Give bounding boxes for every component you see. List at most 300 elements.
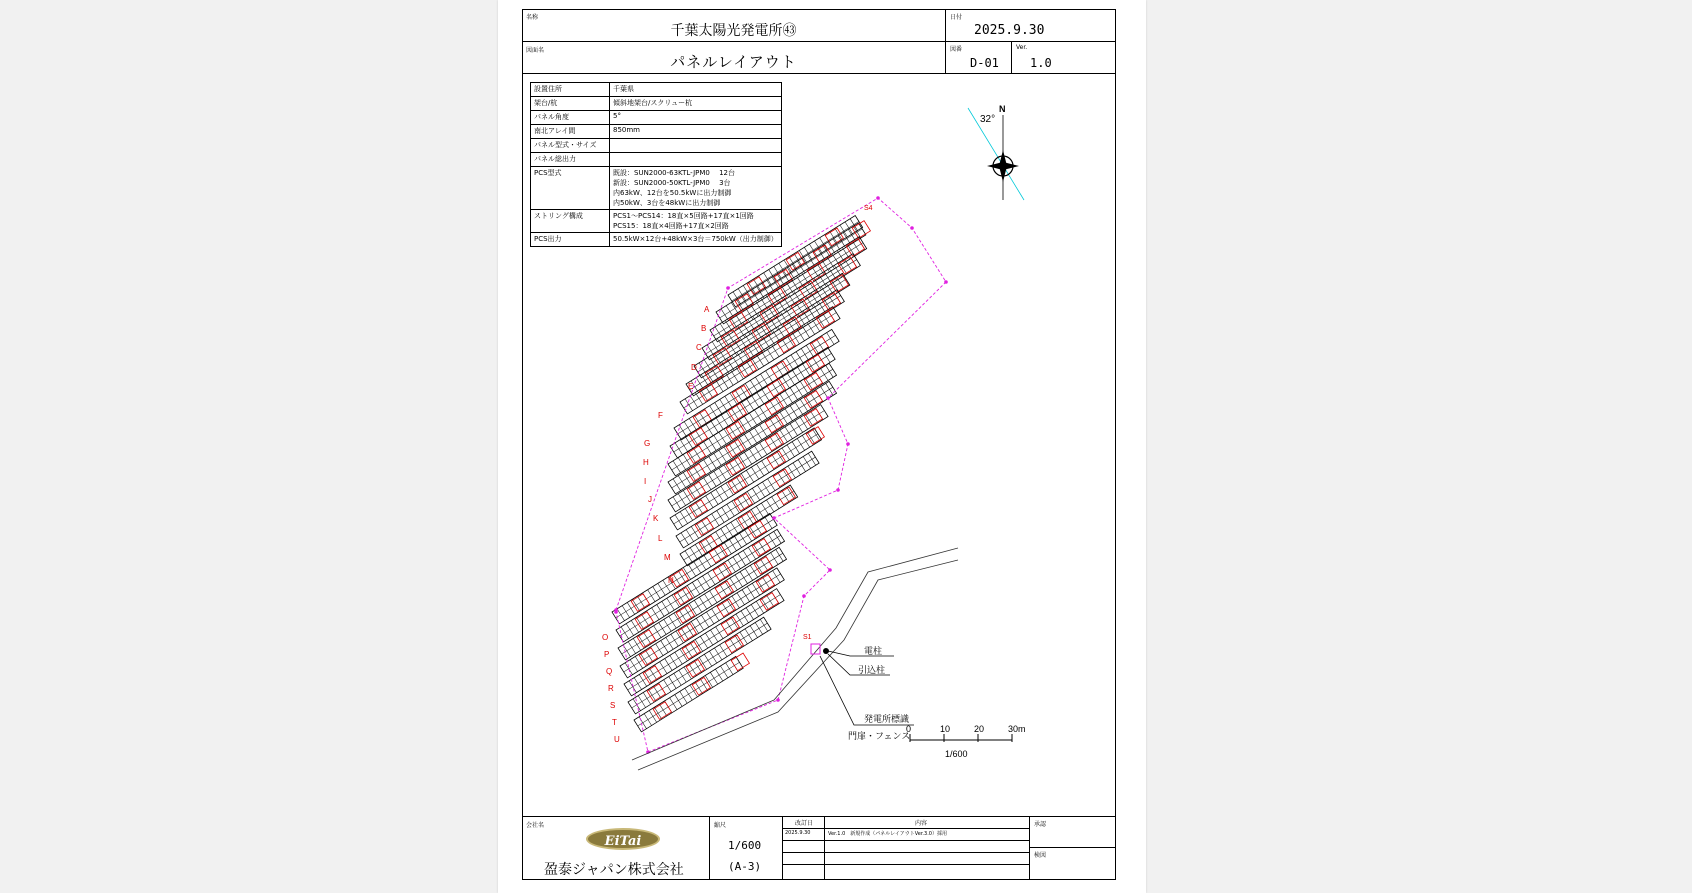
panel-divider xyxy=(715,669,722,681)
spec-key: 設置住所 xyxy=(531,83,610,97)
panel-divider xyxy=(782,490,789,502)
panel-divider xyxy=(700,679,707,691)
scale-tick-label: 20 xyxy=(974,724,985,734)
scale-bar xyxy=(906,724,1026,759)
panel-divider xyxy=(704,460,711,472)
panel-divider xyxy=(686,625,693,637)
panel-divider xyxy=(752,488,759,500)
panel-divider xyxy=(695,544,702,556)
panel-divider xyxy=(754,523,761,535)
panel-divider xyxy=(664,619,671,631)
string-marker xyxy=(731,653,749,671)
row-label-text: K xyxy=(653,514,659,523)
panel-divider xyxy=(701,520,708,532)
row-label-text: Q xyxy=(606,667,613,676)
panel-divider xyxy=(705,538,712,550)
spec-value-line: 内50kW、3台を48kWに出力制御 xyxy=(613,199,721,207)
rev-date-col xyxy=(783,816,825,880)
panel-divider xyxy=(746,608,753,620)
drawing-no: D-01 xyxy=(970,56,999,70)
panel-divider xyxy=(787,445,794,457)
panel-divider xyxy=(806,296,813,308)
panel-divider xyxy=(778,472,785,484)
scale-tick-label: 0 xyxy=(906,724,912,734)
panel-divider xyxy=(670,698,677,710)
panel-divider xyxy=(694,661,701,673)
spec-key: パネル総出力 xyxy=(531,153,610,167)
panel-divider xyxy=(727,504,734,516)
version-label: Ver. xyxy=(1016,44,1028,51)
spec-key: ストリング構成 xyxy=(531,210,610,233)
panel-divider xyxy=(748,547,755,559)
rev-date: 2025.9.30 xyxy=(785,830,811,836)
spec-value-line: PCS15：18直×4回路+17直×2回路 xyxy=(613,222,729,230)
panel-divider xyxy=(728,560,735,572)
panel-divider xyxy=(731,522,738,534)
panel-divider xyxy=(737,593,744,605)
paper-size: (A-3) xyxy=(728,860,762,873)
panel-divider xyxy=(699,597,706,609)
panel-divider xyxy=(751,467,758,479)
panel-divider xyxy=(674,673,681,685)
panel-divider xyxy=(720,584,727,596)
panel-divider xyxy=(699,412,706,424)
panel-divider xyxy=(852,241,859,253)
spec-value-line: 50.5kW×12台+48kW×3台＝750kW（出力制御） xyxy=(613,235,778,243)
panel-divider xyxy=(721,377,728,389)
panel-divider xyxy=(695,682,702,694)
panel-arrays xyxy=(612,216,871,732)
plant-name: 千葉太陽光発電所㊸ xyxy=(670,23,797,39)
panel-divider xyxy=(812,266,819,278)
panel-divider xyxy=(791,355,798,367)
boundary-post xyxy=(802,594,806,598)
panel-divider xyxy=(675,652,682,664)
row-label-text: B xyxy=(701,324,707,333)
panel-divider xyxy=(761,374,768,386)
row-label-text: G xyxy=(644,439,651,448)
panel-divider xyxy=(826,383,833,395)
panel-divider xyxy=(783,297,790,309)
panel-divider xyxy=(796,352,803,364)
panel-divider xyxy=(709,651,716,663)
panel-divider xyxy=(778,300,785,312)
panel-divider xyxy=(766,595,773,607)
panel-divider xyxy=(726,373,733,385)
panel-divider xyxy=(736,477,743,489)
panel-divider xyxy=(617,609,624,621)
spec-value-line: 新設：SUN2000-50KTL-JPM0 3台 xyxy=(613,179,731,187)
panel-divider xyxy=(701,615,708,627)
panel-divider xyxy=(697,579,704,591)
panel-divider xyxy=(785,409,792,421)
panel-divider xyxy=(744,452,751,464)
panel-divider xyxy=(708,573,715,585)
panel-divider xyxy=(771,553,778,565)
panel-divider xyxy=(670,655,677,667)
panel-divider xyxy=(665,659,672,671)
panel-divider xyxy=(693,484,700,496)
panel-divider xyxy=(755,377,762,389)
panel-divider xyxy=(707,612,714,624)
panel-layout-drawing xyxy=(498,0,1146,893)
panel-divider xyxy=(782,376,789,388)
panel-divider xyxy=(711,493,718,505)
panel-divider xyxy=(705,594,712,606)
logo-text: EiTai xyxy=(604,834,642,849)
panel-divider xyxy=(795,421,802,433)
panel-divider xyxy=(666,637,673,649)
panel-divider xyxy=(760,325,767,337)
panel-divider xyxy=(683,472,690,484)
panel-divider xyxy=(652,608,659,620)
panel-divider xyxy=(770,436,777,448)
panel-divider xyxy=(740,387,747,399)
panel-row-midline xyxy=(622,553,783,654)
panel-divider xyxy=(685,436,692,448)
panel-divider xyxy=(726,663,733,675)
panel-divider xyxy=(699,558,706,570)
panel-divider xyxy=(669,616,676,628)
s4-label: S4 xyxy=(864,205,873,212)
panel-divider xyxy=(711,421,718,433)
panel-divider xyxy=(755,410,762,422)
company-logo xyxy=(586,828,660,850)
panel-divider xyxy=(742,495,749,507)
panel-divider xyxy=(768,307,775,319)
panel-divider xyxy=(700,636,707,648)
boundary-post xyxy=(846,442,850,446)
panel-divider xyxy=(735,341,742,353)
panel-divider xyxy=(746,398,753,410)
panel-divider xyxy=(782,448,789,460)
panel-divider xyxy=(689,664,696,676)
spec-value-line: 850mm xyxy=(613,126,640,134)
compass-north: N xyxy=(999,104,1006,114)
rev-date-label: 改訂日 xyxy=(795,820,814,827)
panel-divider xyxy=(746,361,753,373)
panel-divider xyxy=(714,548,721,560)
panel-divider xyxy=(678,476,685,488)
panel-divider xyxy=(814,278,821,290)
panel-divider xyxy=(714,471,721,483)
spec-key: 南北アレイ間 xyxy=(531,125,610,139)
panel-divider xyxy=(747,587,754,599)
panel-divider xyxy=(736,405,743,417)
panel-divider xyxy=(806,345,813,357)
scale-value: 1/600 xyxy=(728,839,762,852)
panel-divider xyxy=(709,457,716,469)
panel-divider xyxy=(804,284,811,296)
panel-divider xyxy=(721,666,728,678)
panel-divider xyxy=(681,628,688,640)
panel-divider xyxy=(812,319,819,331)
panel-divider xyxy=(796,302,803,314)
panel-divider xyxy=(679,670,686,682)
panel-divider xyxy=(718,566,725,578)
panel-divider xyxy=(721,486,728,498)
panel-divider xyxy=(844,259,851,271)
panel-divider xyxy=(729,539,736,551)
panel-divider xyxy=(678,494,685,506)
panel-divider xyxy=(694,600,701,612)
north-compass xyxy=(968,104,1024,200)
panel-divider xyxy=(755,328,762,340)
spec-key: PCS型式 xyxy=(531,167,610,210)
drawing-no-label: 図番 xyxy=(950,46,963,53)
rev-content: Ver.1.0 新規作成（パネルレイアウトVer.3.0）採用 xyxy=(828,831,947,837)
spec-value-line: 千葉県 xyxy=(613,85,634,93)
panel-divider xyxy=(683,490,690,502)
panel-divider xyxy=(776,289,783,301)
panel-divider xyxy=(755,428,762,440)
panel-divider xyxy=(741,364,748,376)
panel-divider xyxy=(761,503,768,515)
panel-divider xyxy=(819,275,826,287)
panel-divider xyxy=(762,461,769,473)
panel-divider xyxy=(775,315,782,327)
panel-divider xyxy=(727,332,734,344)
panel-divider xyxy=(641,614,648,626)
panel-divider xyxy=(695,430,702,442)
panel-divider xyxy=(649,668,656,680)
panel-divider xyxy=(679,610,686,622)
boundary-post xyxy=(826,396,830,400)
panel-divider xyxy=(722,602,729,614)
panel-divider xyxy=(803,457,810,469)
check-cell xyxy=(1030,848,1116,880)
panel-divider xyxy=(761,351,768,363)
version: 1.0 xyxy=(1030,56,1052,70)
panel-divider xyxy=(667,598,674,610)
boundary-post xyxy=(828,568,832,572)
row-label-text: R xyxy=(608,684,614,693)
scale-tick-label: 10 xyxy=(940,724,951,734)
panel-divider xyxy=(731,408,738,420)
panel-divider xyxy=(739,533,746,545)
panel-divider xyxy=(675,695,682,707)
panel-divider xyxy=(680,440,687,452)
panel-divider xyxy=(755,446,762,458)
panel-divider xyxy=(710,406,717,418)
rev-content-col xyxy=(825,816,1030,880)
panel-divider xyxy=(742,590,749,602)
row-label-text: F xyxy=(658,411,663,420)
panel-divider xyxy=(738,326,745,338)
panel-divider xyxy=(716,532,723,544)
panel-divider xyxy=(662,601,669,613)
scale-cell xyxy=(710,816,783,880)
panel-divider xyxy=(744,434,751,446)
panel-divider xyxy=(692,582,699,594)
panel-divider xyxy=(673,479,680,491)
panel-divider xyxy=(659,704,666,716)
panel-divider xyxy=(756,506,763,518)
panel-divider xyxy=(711,630,718,642)
panel-divider xyxy=(714,435,721,447)
panel-divider xyxy=(704,654,711,666)
panel-divider xyxy=(790,388,797,400)
panel-divider xyxy=(709,475,716,487)
panel-divider xyxy=(763,482,770,494)
boundary-post xyxy=(726,286,730,290)
panel-divider xyxy=(720,645,727,657)
panel-divider xyxy=(797,367,804,379)
row-label-text: J xyxy=(648,495,652,504)
panel-divider xyxy=(767,348,774,360)
panel-divider xyxy=(716,489,723,501)
panel-divider xyxy=(648,590,655,602)
panel-divider xyxy=(690,396,697,408)
panel-divider xyxy=(710,591,717,603)
panel-divider xyxy=(746,513,753,525)
panel-divider xyxy=(802,363,809,375)
boundary-post xyxy=(614,610,618,614)
panel-divider xyxy=(800,417,807,429)
row-label-text: T xyxy=(612,718,617,727)
panel-divider xyxy=(730,344,737,356)
spec-key: 架台/杭 xyxy=(531,97,610,111)
panel-divider xyxy=(801,349,808,361)
panel-divider xyxy=(749,413,756,425)
panel-divider xyxy=(731,480,738,492)
panel-divider xyxy=(716,380,723,392)
panel-divider xyxy=(625,663,632,675)
panel-divider xyxy=(774,531,781,543)
panel-divider xyxy=(772,382,779,394)
row-label-text: H xyxy=(643,458,649,467)
spec-key: パネル型式・サイズ xyxy=(531,139,610,153)
panel-divider xyxy=(734,536,741,548)
panel-divider xyxy=(766,371,773,383)
compass-angle: 32° xyxy=(980,114,996,125)
panel-divider xyxy=(673,461,680,473)
panel-divider xyxy=(750,380,757,392)
panel-divider xyxy=(780,394,787,406)
boundary-post xyxy=(776,698,780,702)
boundary-post xyxy=(836,488,840,492)
panel-divider xyxy=(658,583,665,595)
panel-divider xyxy=(714,453,721,465)
panel-divider xyxy=(782,338,789,350)
panel-divider xyxy=(800,399,807,411)
panel-divider xyxy=(628,642,635,654)
panel-divider xyxy=(730,638,737,650)
panel-divider xyxy=(675,515,682,527)
compass-needle-ew xyxy=(987,162,1019,170)
panel-divider xyxy=(680,512,687,524)
panel-divider xyxy=(797,329,804,341)
panel-divider xyxy=(822,260,829,272)
panel-divider xyxy=(776,549,783,561)
panel-divider xyxy=(686,530,693,542)
panel-divider xyxy=(629,681,636,693)
panel-divider xyxy=(808,453,815,465)
panel-divider xyxy=(630,660,637,672)
panel-divider xyxy=(631,620,638,632)
panel-divider xyxy=(816,339,823,351)
row-label-text: E xyxy=(688,382,694,391)
panel-row-midline xyxy=(732,221,859,300)
s1-label: S1 xyxy=(803,634,812,641)
panel-divider xyxy=(751,395,758,407)
panel-divider xyxy=(688,564,695,576)
scale-label: 縮尺 xyxy=(714,822,727,829)
company-name: 盈泰ジャパン株式会社 xyxy=(544,862,684,878)
panel-divider xyxy=(626,624,633,636)
panel-row-midline xyxy=(616,519,774,618)
panel-divider xyxy=(760,407,767,419)
panel-divider xyxy=(797,439,804,451)
panel-divider xyxy=(732,596,739,608)
panel-divider xyxy=(735,575,742,587)
panel-divider xyxy=(733,557,740,569)
panel-divider xyxy=(788,466,795,478)
boundary-line xyxy=(616,198,946,752)
panel-row-midline xyxy=(620,535,781,636)
panel-divider xyxy=(743,323,750,335)
panel-array-row xyxy=(676,451,819,548)
panel-divider xyxy=(622,606,629,618)
gate-fence-label: 門扉・フェンス xyxy=(848,731,911,741)
plant-sign-label: 発電所標識 xyxy=(864,714,910,724)
panel-divider xyxy=(635,656,642,668)
panel-divider xyxy=(693,561,700,573)
panel-divider xyxy=(685,688,692,700)
panel-divider xyxy=(734,423,741,435)
lead-in-pole-label: 引込柱 xyxy=(858,665,886,675)
panel-divider xyxy=(724,542,731,554)
panel-divider xyxy=(771,292,778,304)
panel-divider xyxy=(751,605,758,617)
panel-divider xyxy=(765,517,772,529)
row-label-text: N xyxy=(668,576,674,585)
panel-divider xyxy=(826,365,833,377)
panel-divider xyxy=(715,403,722,415)
panel-divider xyxy=(712,514,719,526)
panel-divider xyxy=(770,318,777,330)
panel-divider xyxy=(683,454,690,466)
panel-divider xyxy=(695,392,702,404)
panel-divider xyxy=(725,396,732,408)
boundary-post xyxy=(910,226,914,230)
panel-divider xyxy=(735,390,742,402)
panel-divider xyxy=(757,392,764,404)
panel-divider xyxy=(780,412,787,424)
spec-value-line: 既設：SUN2000-63KTL-JPM0 12台 xyxy=(613,169,735,177)
panel-divider xyxy=(793,463,800,475)
revision-row-line xyxy=(783,828,1030,829)
panel-divider xyxy=(738,554,745,566)
panel-divider xyxy=(685,646,692,658)
panel-divider xyxy=(649,710,656,722)
panel-divider xyxy=(763,310,770,322)
panel-divider xyxy=(749,449,756,461)
panel-divider xyxy=(678,571,685,583)
panel-divider xyxy=(684,422,691,434)
boundary-post xyxy=(944,280,948,284)
panel-array-row xyxy=(634,652,750,732)
spec-key: PCS出力 xyxy=(531,233,610,247)
panel-divider xyxy=(822,313,829,325)
panel-divider xyxy=(743,551,750,563)
panel-divider xyxy=(776,364,783,376)
row-label-text: L xyxy=(658,534,663,543)
panel-divider xyxy=(744,529,751,541)
panel-divider xyxy=(786,282,793,294)
panel-divider xyxy=(767,500,774,512)
panel-divider xyxy=(746,470,753,482)
